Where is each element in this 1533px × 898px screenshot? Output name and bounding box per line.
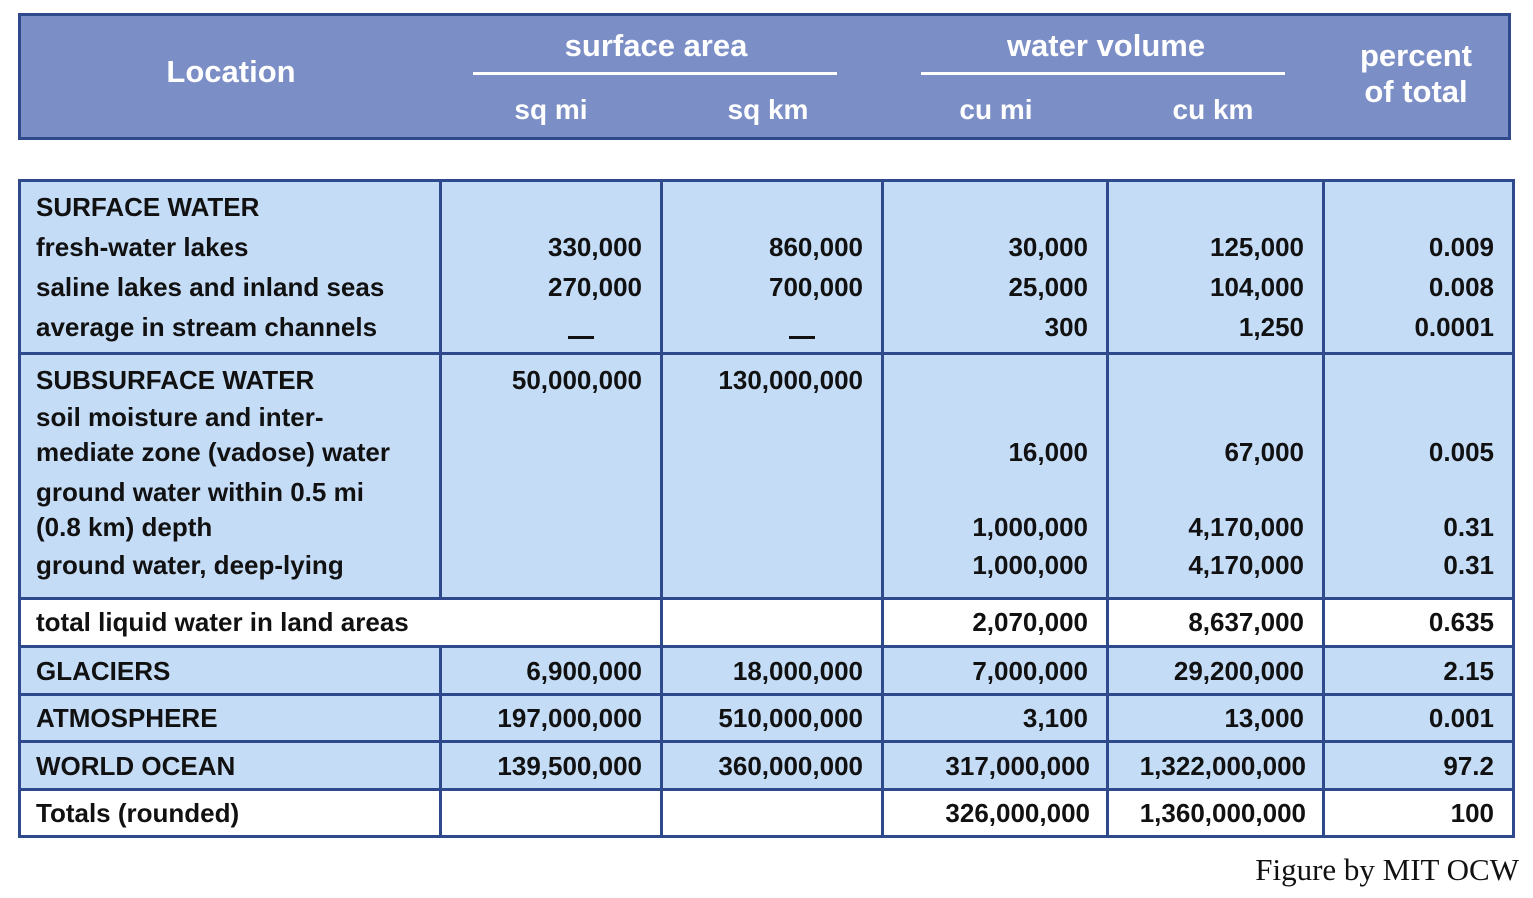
cell-value: 50,000,000 xyxy=(511,365,642,395)
subsurface-water-title: SUBSURFACE WATER xyxy=(36,365,315,395)
cell-value: 16,000 xyxy=(1008,437,1088,467)
row-label: (0.8 km) depth xyxy=(36,512,213,542)
header-sq-km: sq km xyxy=(727,94,809,125)
cell-value: 13,000 xyxy=(1224,703,1304,733)
cell-value: 1,322,000,000 xyxy=(1139,751,1306,781)
row-label: saline lakes and inland seas xyxy=(36,272,385,302)
cell-value: 18,000,000 xyxy=(732,656,863,686)
cell-value: 4,170,000 xyxy=(1188,512,1304,542)
cell-value: 1,000,000 xyxy=(972,512,1088,542)
cell-dash xyxy=(442,307,660,347)
cell-value: 0.31 xyxy=(1443,512,1494,542)
cell-value: 6,900,000 xyxy=(526,656,642,686)
row-label: average in stream channels xyxy=(36,312,378,342)
row-label: soil moisture and inter- xyxy=(36,402,324,432)
cell-value: 860,000 xyxy=(769,232,863,262)
cell-value: 3,100 xyxy=(1022,703,1088,733)
dash-mark xyxy=(789,336,815,339)
table-row-world-ocean xyxy=(20,742,1514,790)
table-row-surface-water xyxy=(20,181,1514,354)
table-header xyxy=(18,13,1511,140)
cell-value: 7,000,000 xyxy=(972,656,1088,686)
cell-value: 130,000,000 xyxy=(718,365,863,395)
header-percent: percent xyxy=(1360,38,1472,73)
cell-value: 1,000,000 xyxy=(972,550,1088,580)
header-sq-mi: sq mi xyxy=(514,94,588,125)
cell-value: 326,000,000 xyxy=(945,798,1090,828)
cell-value: 1,360,000,000 xyxy=(1139,798,1306,828)
cell-value: 100 xyxy=(1450,798,1494,828)
table-row-totals xyxy=(20,790,1514,837)
row-label: total liquid water in land areas xyxy=(36,607,409,637)
row-label: ATMOSPHERE xyxy=(36,703,218,733)
cell-value: 0.009 xyxy=(1428,232,1494,262)
cell-value: 0.0001 xyxy=(1414,312,1494,342)
cell-value: 97.2 xyxy=(1443,751,1494,781)
cell-value: 139,500,000 xyxy=(497,751,642,781)
cell-value: 104,000 xyxy=(1210,272,1304,302)
row-label: ground water within 0.5 mi xyxy=(36,477,364,507)
cell-value: 0.008 xyxy=(1428,272,1494,302)
figure-credit: Figure by MIT OCW xyxy=(1255,852,1519,887)
cell-value: 700,000 xyxy=(769,272,863,302)
cell-value: 300 xyxy=(1044,312,1088,342)
cell-value: 8,637,000 xyxy=(1188,607,1304,637)
cell-value: 25,000 xyxy=(1008,272,1088,302)
table-row-atmosphere xyxy=(20,695,1514,742)
header-surface-area: surface area xyxy=(564,28,748,63)
cell-value: 330,000 xyxy=(548,232,642,262)
cell-value: 125,000 xyxy=(1210,232,1304,262)
header-cu-km: cu km xyxy=(1172,94,1254,125)
row-label: mediate zone (vadose) water xyxy=(36,437,390,467)
header-of-total: of total xyxy=(1364,74,1468,109)
cell-value: 360,000,000 xyxy=(718,751,863,781)
cell-value: 30,000 xyxy=(1008,232,1088,262)
cell-value: 0.005 xyxy=(1428,437,1494,467)
cell-value: 270,000 xyxy=(548,272,642,302)
cell-value: 0.001 xyxy=(1428,703,1494,733)
row-label: WORLD OCEAN xyxy=(36,751,236,781)
cell-dash xyxy=(663,307,881,347)
row-label: ground water, deep-lying xyxy=(36,550,344,580)
water-distribution-table xyxy=(18,179,1515,838)
cell-value: 0.31 xyxy=(1443,550,1494,580)
row-label: fresh-water lakes xyxy=(36,232,249,262)
cell-value: 67,000 xyxy=(1224,437,1304,467)
cell-value: 2.15 xyxy=(1443,656,1494,686)
dash-mark xyxy=(568,336,594,339)
table-row-subsurface-water xyxy=(20,354,1514,599)
cell-value: 4,170,000 xyxy=(1188,550,1304,580)
water-volume-rule xyxy=(921,72,1285,75)
cell-value: 510,000,000 xyxy=(718,703,863,733)
row-label: GLACIERS xyxy=(36,656,171,686)
header-cu-mi: cu mi xyxy=(959,94,1033,125)
surface-area-rule xyxy=(473,72,837,75)
header-water-volume: water volume xyxy=(1006,28,1206,63)
table-row-glaciers xyxy=(20,647,1514,695)
cell-value: 317,000,000 xyxy=(945,751,1090,781)
cell-value: 2,070,000 xyxy=(972,607,1088,637)
cell-value: 197,000,000 xyxy=(497,703,642,733)
surface-water-title: SURFACE WATER xyxy=(36,192,260,222)
header-location: Location xyxy=(166,54,296,89)
cell-value: 1,250 xyxy=(1238,312,1304,342)
row-label: Totals (rounded) xyxy=(36,798,240,828)
cell-value: 29,200,000 xyxy=(1173,656,1304,686)
cell-value: 0.635 xyxy=(1428,607,1494,637)
table-row-total-liquid xyxy=(20,599,1514,647)
